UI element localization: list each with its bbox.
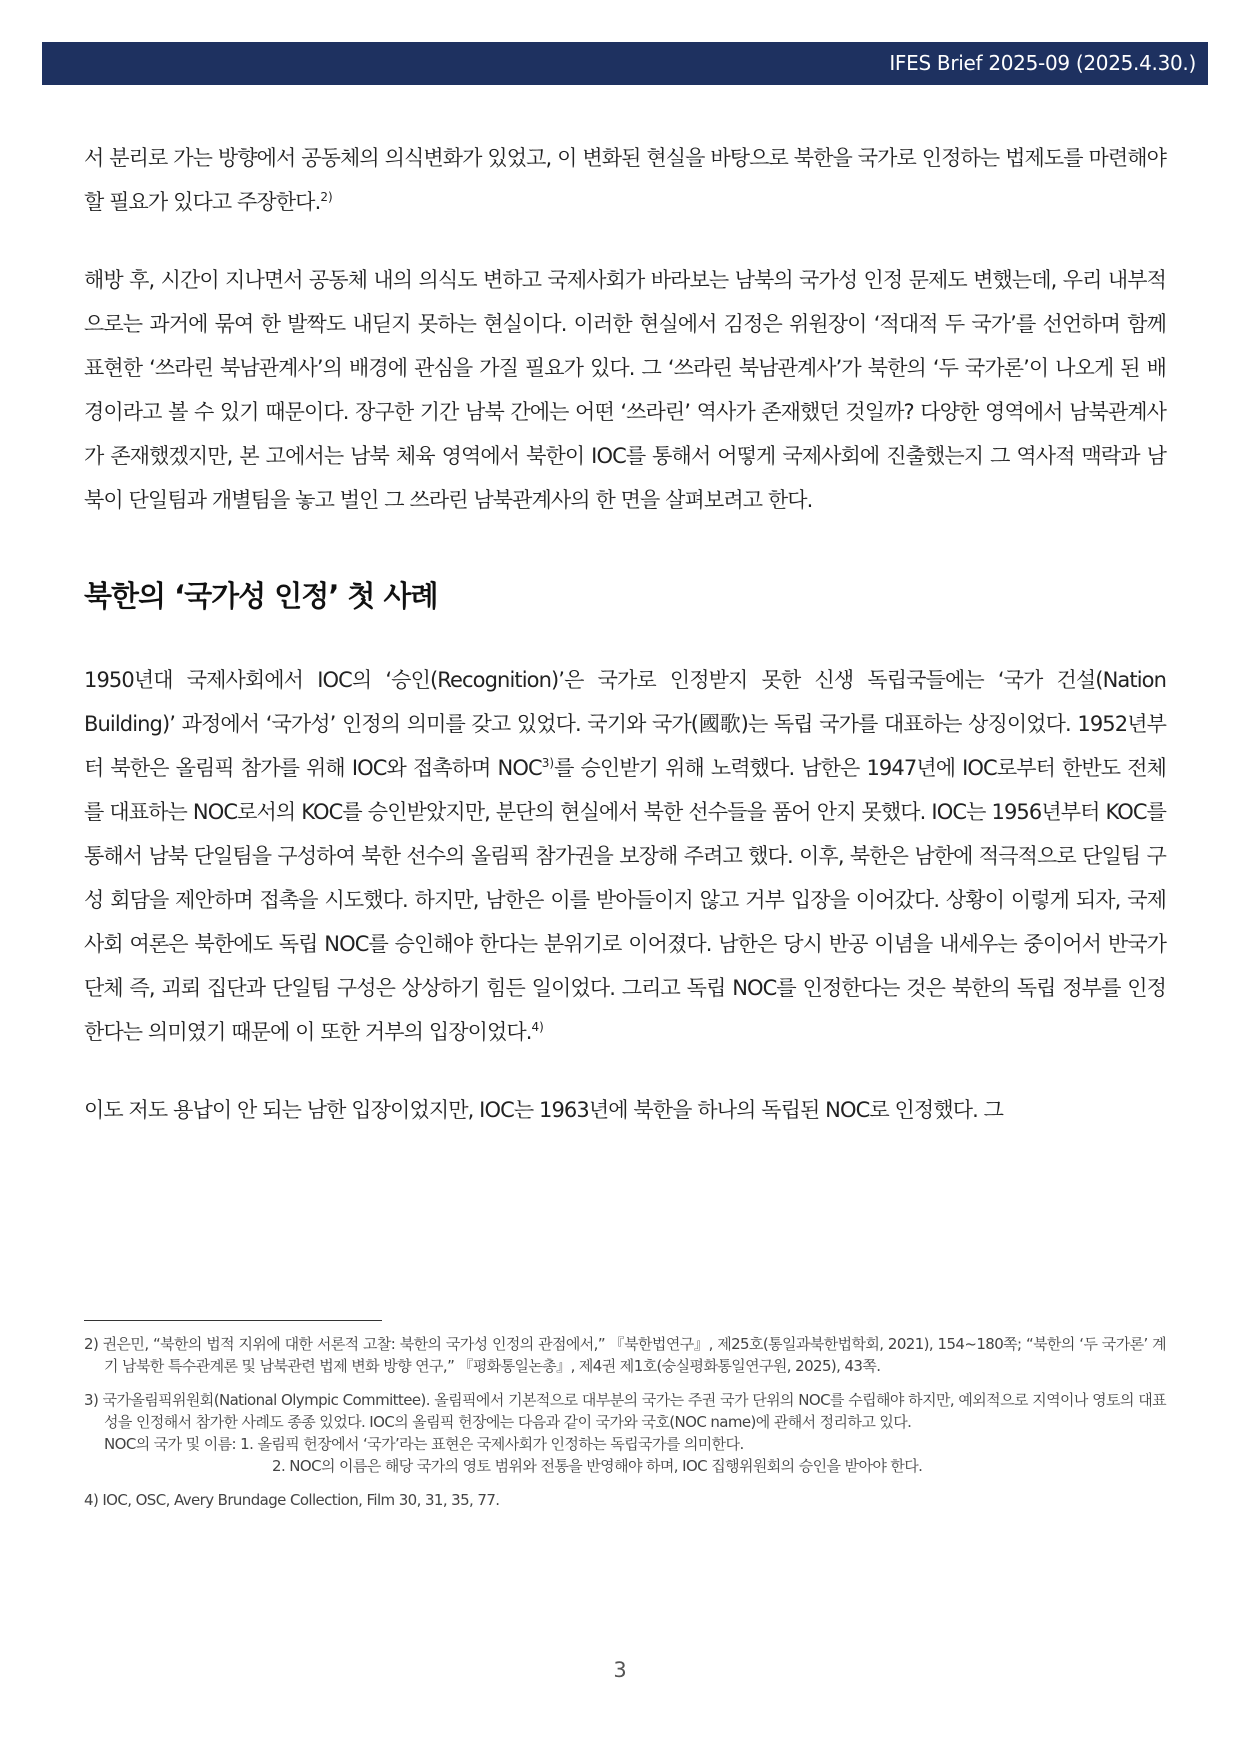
footnote-2: 2) 권은민, “북한의 법적 지위에 대한 서론적 고찰: 북한의 국가성 인정의 관점에서,” 『북한법연구』, 제25호(통일과북한법학회, 2021), 154~180쪽; “북한의 ‘두 국가론’ 계기 남북한 특수관계론 및 남북관련 법제 변화 방향 연구,” 『평화통일논총』, 제4권 제1호(숭실평화통일연구원, 2025), 43쪽. (84, 1335, 1166, 1375)
footnote-3-definition-line-2: 2. NOC의 이름은 해당 국가의 영토 범위와 전통을 반영해야 하며, IOC 집행위원회의 승인을 받아야 한다. (272, 1457, 923, 1475)
footnote-3-definition-line-1: NOC의 국가 및 이름: 1. 올림픽 헌장에서 ‘국가’라는 표현은 국제사회가 인정하는 독립국가를 의미한다. (104, 1435, 744, 1453)
paragraph-1-text: 서 분리로 가는 방향에서 공동체의 의식변화가 있었고, 이 변화된 현실을 바탕으로 북한을 국가로 인정하는 법제도를 마련해야 할 필요가 있다고 주장한다. (84, 146, 1166, 214)
footnote-ref-2[interactable]: 2) (320, 190, 333, 204)
footnote-ref-4[interactable]: 4) (531, 1020, 544, 1034)
footnote-3-text: 3) 국가올림픽위원회(National Olympic Committee). 올림픽에서 기본적으로 대부분의 국가는 주권 국가 단위의 NOC를 수립해야 하지만, 예외적으로 지역이나 영토의 대표성을 인정해서 참가한 사례도 종종 있었다. IOC의 올림픽 헌장에는 다음과 같이 국가와 국호(NOC name)에 관해서 정리하고 있다. (84, 1391, 1166, 1431)
paragraph-2: 해방 후, 시간이 지나면서 공동체 내의 의식도 변하고 국제사회가 바라보는 남북의 국가성 인정 문제도 변했는데, 우리 내부적으로는 과거에 묶여 한 발짝도 내딛지 못하는 현실이다. 이러한 현실에서 김정은 위원장이 ‘적대적 두 국가’를 선언하며 함께 표현한 ‘쓰라린 북남관계사’의 배경에 관심을 가질 필요가 있다. 그 ‘쓰라린 북남관계사’가 북한의 ‘두 국가론’이 나오게 된 배경이라고 볼 수 있기 때문이다. 장구한 기간 남북 간에는 어떤 ‘쓰라린’ 역사가 존재했던 것일까? 다양한 영역에서 남북관계사가 존재했겠지만, 본 고에서는 남북 체육 영역에서 북한이 IOC를 통해서 어떻게 국제사회에 진출했는지 그 역사적 맥락과 남북이 단일팀과 개별팀을 놓고 벌인 그 쓰라린 남북관계사의 한 면을 살펴보려고 한다. (84, 268, 1166, 512)
paragraph-4: 이도 저도 용납이 안 되는 남한 입장이었지만, IOC는 1963년에 북한을 하나의 독립된 NOC로 인정했다. 그 (84, 1098, 1004, 1122)
paragraph-3-text-b: 를 승인받기 위해 노력했다. 남한은 1947년에 IOC로부터 한반도 전체를 대표하는 NOC로서의 KOC를 승인받았지만, 분단의 현실에서 북한 선수들을 품어 안지 못했다. IOC는 1956년부터 KOC를 통해서 남북 단일팀을 구성하여 북한 선수의 올림픽 참가권을 보장해 주려고 했다. 이후, 북한은 남한에 적극적으로 단일팀 구성 회담을 제안하며 접촉을 시도했다. 하지만, 남한은 이를 받아들이지 않고 거부 입장을 이어갔다. 상황이 이렇게 되자, 국제사회 여론은 북한에도 독립 NOC를 승인해야 한다는 분위기로 이어졌다. 남한은 당시 반공 이념을 내세우는 중이어서 반국가단체 즉, 괴뢰 집단과 단일팀 구성은 상상하기 힘든 일이었다. 그리고 독립 NOC를 인정한다는 것은 북한의 독립 정부를 인정한다는 의미였기 때문에 이 또한 거부의 입장이었다. (84, 756, 1166, 1044)
section-heading: 북한의 ‘국가성 인정’ 첫 사례 (84, 579, 438, 613)
footnotes (84, 1333, 1166, 1511)
footnote-divider (84, 1320, 382, 1321)
footnote-4: 4) IOC, OSC, Avery Brundage Collection, Film 30, 31, 35, 77. (84, 1491, 500, 1509)
main-content (84, 136, 1166, 1132)
header-title: IFES Brief 2025-09 (2025.4.30.) (889, 51, 1196, 75)
paragraph-1 (84, 136, 1166, 224)
footnote-3 (84, 1389, 1166, 1477)
page-number: 3 (613, 1658, 627, 1682)
paragraph-3-text-a: 1950년대 국제사회에서 IOC의 ‘승인(Recognition)’은 국가로 인정받지 못한 신생 독립국들에는 ‘국가 건설(Nation Building)’ 과정에서 ‘국가성’ 인정의 의미를 갖고 있었다. 국기와 국가(國歌)는 독립 국가를 대표하는 상징이었다. 1952년부터 북한은 올림픽 참가를 위해 IOC와 접촉하며 NOC (84, 668, 1166, 780)
paragraph-3 (84, 658, 1166, 1054)
header-bar (42, 42, 1208, 85)
footnote-ref-3[interactable]: 3) (541, 756, 555, 770)
